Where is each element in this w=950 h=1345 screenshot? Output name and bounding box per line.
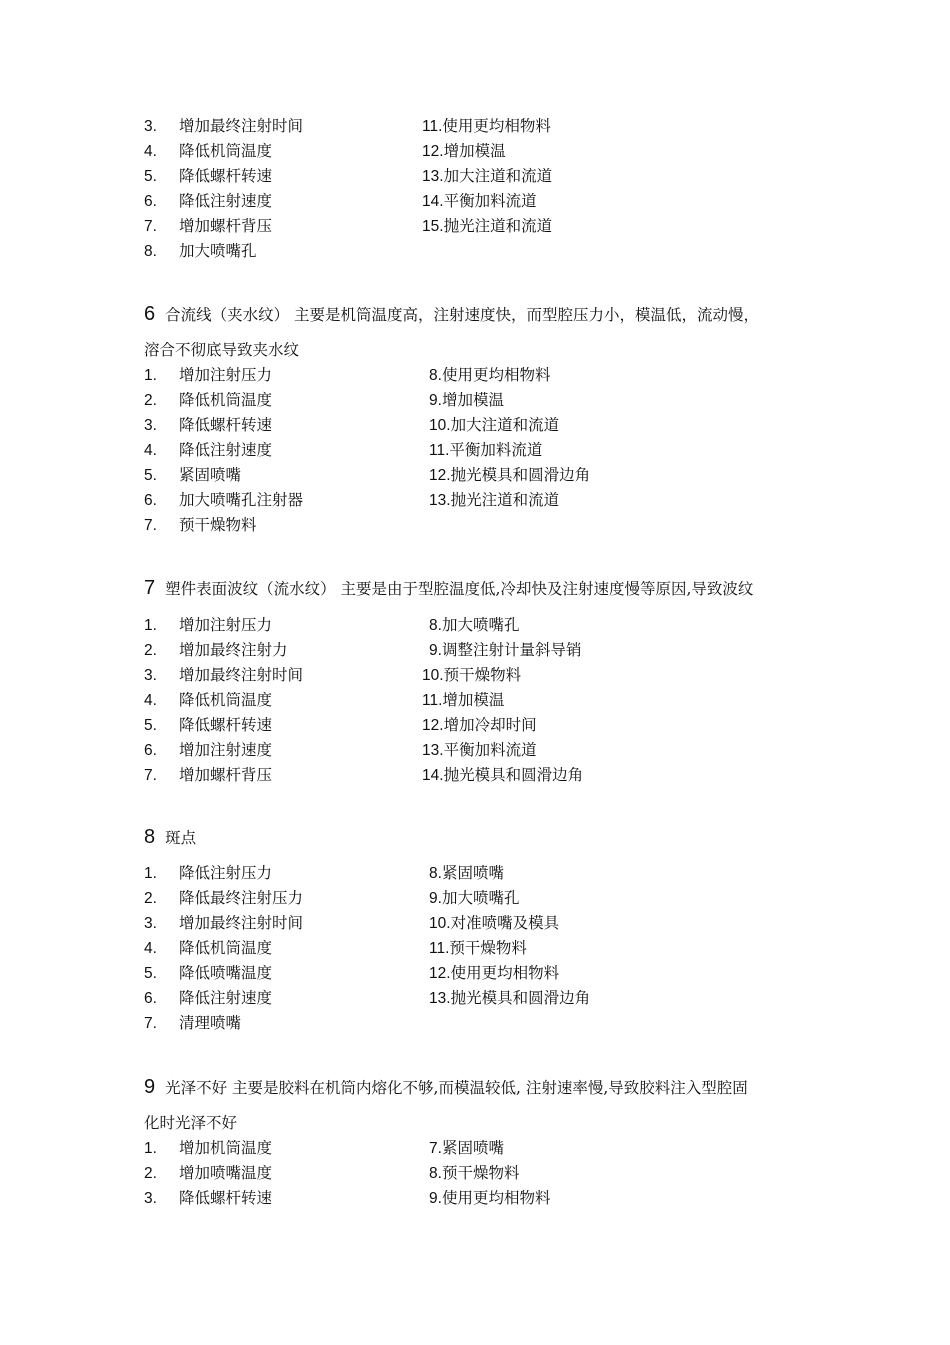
item-number: 8.	[429, 617, 442, 634]
item-number: 8.	[429, 865, 442, 882]
list-item	[429, 1136, 504, 1161]
item-number: 12.	[429, 965, 451, 982]
list-item	[144, 961, 272, 986]
list-item	[144, 463, 241, 488]
list-item	[144, 1186, 272, 1211]
item-text: 增加模温	[441, 391, 504, 409]
item-text: 紧固喷嘴	[441, 864, 504, 882]
list-item	[144, 713, 272, 738]
item-text: 加大喷嘴孔	[441, 616, 520, 634]
section-heading	[144, 1073, 748, 1101]
list-item	[144, 438, 272, 463]
section-heading	[144, 300, 759, 328]
list-item	[429, 488, 559, 513]
item-text: 加大喷嘴孔	[179, 242, 257, 260]
item-number: 11.	[422, 692, 443, 709]
item-text: 抛光模具和圆滑边角	[443, 766, 584, 784]
item-number: 8.	[429, 1165, 442, 1182]
item-text: 平衡加料流道	[449, 441, 543, 459]
item-number: 8.	[144, 243, 157, 260]
list-item	[429, 638, 581, 663]
list-item	[429, 936, 527, 961]
item-number: 3.	[144, 915, 157, 932]
list-item	[144, 388, 272, 413]
item-text: 使用更均相物料	[442, 117, 551, 135]
item-number: 14.	[422, 193, 444, 210]
item-number: 9.	[429, 890, 442, 907]
item-text: 降低注射速度	[179, 989, 273, 1007]
item-number: 4.	[144, 143, 157, 160]
list-item	[144, 1136, 272, 1161]
item-text: 预干燥物料	[449, 939, 527, 957]
item-text: 增加螺杆背压	[179, 217, 273, 235]
item-text: 降低最终注射压力	[179, 889, 304, 907]
list-item	[422, 738, 537, 763]
item-text: 降低螺杆转速	[179, 716, 273, 734]
list-item	[144, 139, 272, 164]
list-item	[144, 363, 272, 388]
item-number: 11.	[429, 940, 450, 957]
section-heading-text: 光泽不好 主要是胶料在机筒内熔化不够,而模温较低, 注射速率慢,导致胶料注入型腔固	[165, 1079, 748, 1097]
item-text: 使用更均相物料	[450, 964, 560, 982]
item-text: 平衡加料流道	[443, 192, 537, 210]
item-text: 加大注道和流道	[443, 167, 553, 185]
section-heading-continuation: 溶合不彻底导致夹水纹	[144, 341, 300, 359]
item-text: 平衡加料流道	[443, 741, 537, 759]
item-text: 增加冷却时间	[443, 716, 537, 734]
item-text: 增加注射速度	[179, 741, 273, 759]
list-item	[144, 986, 272, 1011]
item-text: 降低螺杆转速	[179, 416, 273, 434]
list-item	[422, 214, 552, 239]
list-item	[422, 189, 537, 214]
section-heading	[144, 574, 753, 602]
list-item	[144, 663, 303, 688]
item-number: 1.	[144, 367, 157, 384]
item-text: 加大注道和流道	[450, 416, 560, 434]
item-number: 1.	[144, 1140, 157, 1157]
item-number: 5.	[144, 168, 157, 185]
section-heading-text: 塑件表面波纹（流水纹） 主要是由于型腔温度低,冷却快及注射速度慢等原因,导致波纹	[165, 580, 754, 598]
item-number: 7.	[144, 767, 157, 784]
item-number: 1.	[144, 865, 157, 882]
item-number: 12.	[422, 143, 444, 160]
list-item	[429, 363, 550, 388]
item-text: 增加最终注射力	[179, 641, 288, 659]
list-item	[144, 1011, 241, 1036]
item-number: 10.	[429, 417, 451, 434]
item-text: 对准喷嘴及模具	[450, 914, 560, 932]
item-number: 7.	[144, 218, 157, 235]
item-text: 抛光注道和流道	[443, 217, 553, 235]
item-number: 11.	[429, 442, 450, 459]
item-text: 增加喷嘴温度	[179, 1164, 273, 1182]
item-number: 3.	[144, 667, 157, 684]
item-number: 9.	[429, 642, 442, 659]
list-item	[144, 239, 257, 264]
item-text: 降低螺杆转速	[179, 1189, 273, 1207]
item-number: 13.	[429, 990, 451, 1007]
item-number: 1.	[144, 617, 157, 634]
item-number: 5.	[144, 717, 157, 734]
item-number: 12.	[422, 717, 444, 734]
item-text: 预干燥物料	[441, 1164, 520, 1182]
list-item	[144, 763, 272, 788]
list-item	[429, 1161, 519, 1186]
item-number: 3.	[144, 1190, 157, 1207]
list-item	[144, 164, 272, 189]
item-text: 降低注射压力	[179, 864, 273, 882]
list-item	[429, 861, 504, 886]
item-number: 2.	[144, 392, 157, 409]
item-number: 3.	[144, 417, 157, 434]
item-number: 7.	[144, 517, 157, 534]
list-item	[429, 986, 590, 1011]
list-item	[422, 688, 504, 713]
section-heading-text: 合流线（夹水纹） 主要是机筒温度高，注射速度快，而型腔压力小，模温低，流动慢，	[165, 306, 760, 324]
item-text: 使用更均相物料	[441, 1189, 551, 1207]
item-number: 13.	[422, 742, 444, 759]
list-item	[429, 613, 519, 638]
item-number: 12.	[429, 467, 451, 484]
item-text: 清理喷嘴	[179, 1014, 242, 1032]
item-text: 降低机筒温度	[179, 391, 273, 409]
list-item	[144, 1161, 272, 1186]
list-item	[144, 688, 272, 713]
list-item	[144, 936, 272, 961]
item-number: 7.	[429, 1140, 442, 1157]
item-text: 增加模温	[442, 691, 505, 709]
item-text: 降低喷嘴温度	[179, 964, 273, 982]
list-item	[144, 189, 272, 214]
item-text: 增加模温	[443, 142, 506, 160]
item-number: 9.	[429, 392, 442, 409]
list-item	[144, 488, 303, 513]
list-item	[144, 413, 272, 438]
item-number: 3.	[144, 118, 157, 135]
item-number: 10.	[422, 667, 444, 684]
item-text: 增加最终注射时间	[179, 914, 304, 932]
list-item	[422, 164, 552, 189]
list-item	[422, 114, 551, 139]
list-item	[144, 911, 303, 936]
section-heading-continuation: 化时光泽不好	[144, 1114, 238, 1132]
list-item	[429, 413, 559, 438]
list-item	[429, 438, 542, 463]
item-text: 抛光注道和流道	[450, 491, 560, 509]
item-text: 降低机筒温度	[179, 142, 273, 160]
item-text: 使用更均相物料	[441, 366, 551, 384]
item-text: 预干燥物料	[179, 516, 257, 534]
item-text: 增加最终注射时间	[179, 666, 304, 684]
item-text: 降低注射速度	[179, 192, 273, 210]
section-number: 7	[144, 577, 156, 599]
list-item	[422, 663, 521, 688]
item-text: 增加最终注射时间	[179, 117, 304, 135]
list-item	[429, 1186, 550, 1211]
item-number: 6.	[144, 990, 157, 1007]
item-number: 5.	[144, 467, 157, 484]
list-item	[422, 713, 537, 738]
item-number: 10.	[429, 915, 451, 932]
item-number: 4.	[144, 940, 157, 957]
item-number: 4.	[144, 692, 157, 709]
item-text: 抛光模具和圆滑边角	[450, 989, 591, 1007]
item-number: 6.	[144, 492, 157, 509]
item-text: 紧固喷嘴	[179, 466, 242, 484]
item-number: 15.	[422, 218, 444, 235]
item-text: 增加机筒温度	[179, 1139, 273, 1157]
list-item	[422, 763, 583, 788]
list-item	[429, 388, 504, 413]
section-heading	[144, 823, 196, 851]
item-number: 2.	[144, 1165, 157, 1182]
list-item	[429, 961, 559, 986]
section-heading-text: 斑点	[165, 829, 197, 847]
list-item	[144, 861, 272, 886]
item-number: 2.	[144, 642, 157, 659]
item-number: 7.	[144, 1015, 157, 1032]
section-number: 8	[144, 826, 156, 848]
item-number: 6.	[144, 193, 157, 210]
item-number: 11.	[422, 118, 443, 135]
item-number: 14.	[422, 767, 444, 784]
list-item	[144, 214, 272, 239]
item-text: 紧固喷嘴	[441, 1139, 504, 1157]
item-number: 13.	[429, 492, 451, 509]
list-item	[144, 114, 303, 139]
item-number: 6.	[144, 742, 157, 759]
item-text: 预干燥物料	[443, 666, 522, 684]
item-number: 9.	[429, 1190, 442, 1207]
section-number: 9	[144, 1076, 156, 1098]
item-number: 2.	[144, 890, 157, 907]
item-number: 13.	[422, 168, 444, 185]
item-number: 4.	[144, 442, 157, 459]
item-text: 降低机筒温度	[179, 691, 273, 709]
item-number: 8.	[429, 367, 442, 384]
item-text: 增加注射压力	[179, 616, 273, 634]
item-text: 加大喷嘴孔	[441, 889, 520, 907]
list-item	[429, 886, 519, 911]
list-item	[144, 613, 272, 638]
list-item	[144, 738, 272, 763]
item-text: 调整注射计量斜导销	[441, 641, 582, 659]
list-item	[144, 638, 288, 663]
section-number: 6	[144, 303, 156, 325]
list-item	[429, 911, 559, 936]
item-text: 降低机筒温度	[179, 939, 273, 957]
item-number: 5.	[144, 965, 157, 982]
list-item	[144, 513, 257, 538]
item-text: 增加螺杆背压	[179, 766, 273, 784]
list-item	[422, 139, 506, 164]
item-text: 增加注射压力	[179, 366, 273, 384]
item-text: 加大喷嘴孔注射器	[179, 491, 304, 509]
item-text: 抛光模具和圆滑边角	[450, 466, 591, 484]
item-text: 降低注射速度	[179, 441, 273, 459]
list-item	[429, 463, 590, 488]
item-text: 降低螺杆转速	[179, 167, 273, 185]
list-item	[144, 886, 303, 911]
